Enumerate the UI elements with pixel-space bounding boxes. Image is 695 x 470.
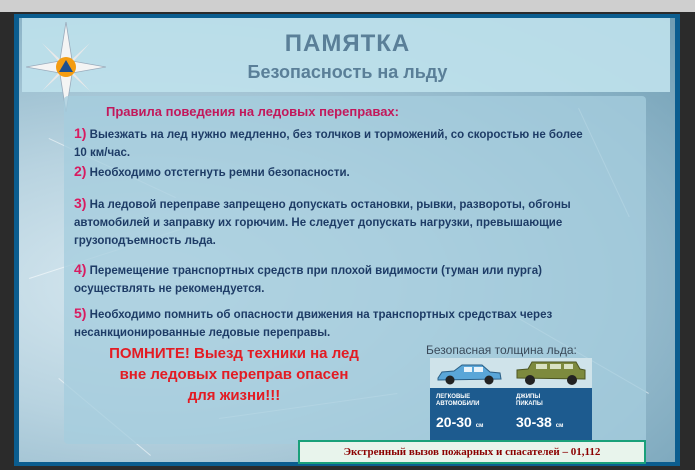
thickness-label: ДЖИПЫ xyxy=(516,394,541,400)
rule-number: 1) xyxy=(74,125,87,141)
rule-text: Необходимо отстегнуть ремни безопасности. xyxy=(89,167,350,179)
remember-warning xyxy=(74,343,394,406)
rule-text: Перемещение транспортных средств при плохой видимости (туман или пурга) осуществлять не рекомендуется. xyxy=(74,265,542,295)
rule-number: 4) xyxy=(74,261,87,277)
rule-number: 5) xyxy=(74,305,87,321)
remember-line: для жизни!!! xyxy=(187,387,281,404)
section-title: Правила поведения на ледовых переправах: xyxy=(106,104,399,119)
thickness-label: ПИКАПЫ xyxy=(516,401,543,407)
ice-thickness-title: Безопасная толщина льда: xyxy=(426,343,577,357)
rule-item xyxy=(74,124,596,162)
thickness-label: ЛЕГКОВЫЕ xyxy=(436,394,471,400)
thickness-value: 20-30 см xyxy=(436,414,484,430)
rule-item xyxy=(74,162,596,182)
page-title: ПАМЯТКА xyxy=(284,30,411,57)
rule-text: Необходимо помнить об опасности движения на транспортных средствах через несанкционированные ледовые переправы. xyxy=(74,309,553,339)
ice-thickness-infographic xyxy=(430,358,592,440)
rule-number: 2) xyxy=(74,163,87,179)
window-top-bar xyxy=(0,0,695,12)
rule-number: 3) xyxy=(74,195,87,211)
sedan-car-icon xyxy=(434,362,504,386)
rule-item xyxy=(74,194,596,250)
thickness-cars xyxy=(436,394,512,430)
page-subtitle: Безопасность на льду xyxy=(247,62,448,82)
rule-item xyxy=(74,304,596,342)
remember-line: вне ледовых переправ опасен xyxy=(119,366,349,383)
emergency-phone-banner: Экстренный вызов пожарных и спасателей – 01,112 xyxy=(298,440,646,464)
remember-line: ПОМНИТЕ! Выезд техники на лед xyxy=(109,345,359,362)
thickness-jeeps xyxy=(516,394,592,430)
thickness-label: АВТОМОБИЛИ xyxy=(436,401,480,407)
rule-text: На ледовой переправе запрещено допускать остановки, рывки, развороты, обгоны автомобилей и заправку их горючим. Не следует допускать нагрузки, превышающие грузоподъемность льда. xyxy=(74,199,571,247)
vehicles-strip xyxy=(430,358,592,388)
thickness-value: 30-38 см xyxy=(516,414,564,430)
rule-item xyxy=(74,260,596,298)
rule-text: Выезжать на лед нужно медленно, без толчков и торможений, со скоростью не более 10 км/час. xyxy=(74,129,583,159)
jeep-icon xyxy=(514,360,588,387)
